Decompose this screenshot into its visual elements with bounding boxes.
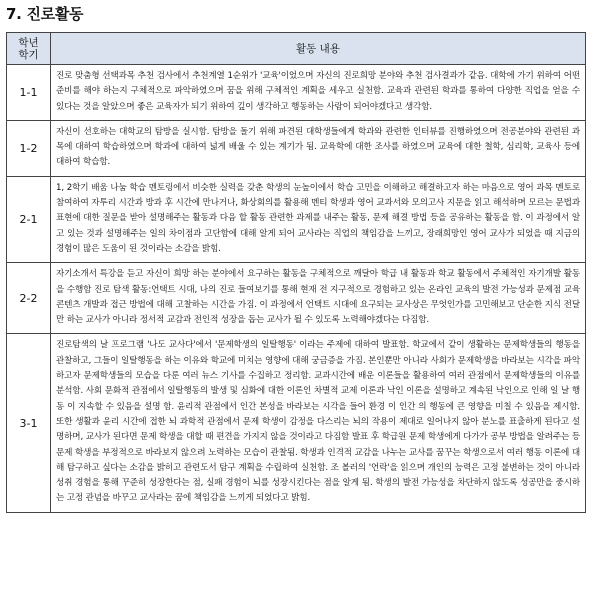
career-activity-table: [6, 32, 586, 513]
table-row: [7, 176, 586, 262]
table-row: [7, 263, 586, 334]
header-grade-line1: 학년: [18, 36, 39, 49]
activity-cell: 자기소개서 특강을 듣고 자신이 희망 하는 분야에서 요구하는 활동을 구체적으로 깨달아 학급 내 활동과 학교 활동에서 주체적인 자기개발 활동을 수행함 진로 탐색 활동:언택트 시대, 나의 진로 들여보기를 통해 현재 전 지구적으로 경험하고 있는 온라인 교육의 발전 가능성과 문제점 교육 콘텐츠 개발과 접근 방법에 대해 고찰하는 시간을 가짐. 이 과정에서 언택트 시대에 요구되는 교사상은 무엇인가를 고민해보고 단순한 지식 전달 만 하는 교사가 아니라 정서적 교감과 전인적 성장을 돕는 교사가 될 수 있도록 노력해야겠다는 다짐함.: [51, 263, 586, 334]
table-header-row: [7, 33, 586, 65]
activity-cell: 진로탐색의 날 프로그램 '나도 교사다'에서 '문제학생의 일탈행동' 이라는 주제에 대하여 발표함. 학교에서 같이 생활하는 문제학생들의 행동을 관찰하고, 그들이 일탈행동을 하는 이유와 학교에 미치는 영향에 대해 궁금증을 가짐. 본인뿐만 아니라 사회가 문제학생을 바라보는 시각을 파악하고자 문제학생들의 모습을 다룬 여러 뉴스 기사를 수집하고 정리함. 교과시간에 배운 이론들을 활용하여 여러 관점에서 문제학생들의 이유를 분석함. 사회 문화적 관점에서 일탈행동의 발생 및 심화에 대한 이론인 차별적 교제 이론과 낙인 이론을 설명하고 계속된 낙인으로 인해 일 날 행동 이 지속할 수 있음을 설명 함. 윤리적 관점에서 인간 본성을 바라보는 시각을 들어 환경 이 인간 의 행동에 큰 영향을 미칠 수 있음을 제시함. 또한 생활과 윤리 시간에 접한 뇌 과학적 관점에서 문제 학생이 감정을 다스리는 뇌의 작용이 제대로 일어나지 않아 분노를 표출하게 된다고 설명하며, 교사가 된다면 문제 학생을 대할 때 편견을 가지지 않을 것이라고 다짐함 발표 후 학급원 문제 학생에게 다가가 공부 방법을 알려주는 등 문제 학생을 부정적으로 바라보지 않으려 노력하는 모습이 관찰됨. 학생과 인격적 교감을 나누는 교사를 꿈꾸는 학생으로서 여러 행동 이론에 대해 탐구하고 싶다는 소감을 밝히고 관련도서 탐구 계획을 수립하여 실천함. 조 볼러의 '언락'을 읽으며 개인의 능력은 고정 불변하는 것이 아니라 성취 경험을 통해 꾸준히 성장한다는 점, 실패 경험이 뇌를 성장시킨다는 점을 알게 됨. 학생의 발전 가능성을 차단하지 않도록 성공만을 중시하는 고정 관념을 바꾸고 교사라는 꿈에 책임감을 느끼게 되었다고 밝힘.: [51, 334, 586, 512]
header-activity: 활동 내용: [51, 33, 586, 65]
table-row: [7, 334, 586, 512]
activity-cell: 1, 2학기 배움 나눔 학습 멘토링에서 비슷한 실력을 갖춘 학생의 눈높이에서 학습 고민을 이해하고 해결하고자 하는 마음으로 영어 과목 멘토로 참여하여 자투리 시간과 방과 후 시간에 만나거나, 화상회의를 활용해 멘티 학생과 영어 교과서와 모의고사 지문을 읽고 해석하며 모르는 문법과 표현에 대한 질문을 받아 설명해주는 활동과 다음 할 활동 관련한 과제를 내주는 활동, 문제 해결 방법 등을 공유하는 활동을 함. 이 과정에서 알고 있는 것과 설명해주는 일의 차이점과 고단함에 대해 알게 되어 교사라는 직업의 책임감을 느끼고, 장래희망인 영어 교사가 되었을 때 지금의 경험이 많은 도움이 된 것이라는 소감을 밝힘.: [51, 176, 586, 262]
table-row: [7, 65, 586, 121]
grade-cell: 1-2: [7, 120, 51, 176]
activity-cell: 진로 맞춤형 선택과목 추천 검사에서 추천계열 1순위가 '교육'이었으며 자신의 진로희망 분야와 추천 검사결과가 같음. 대학에 가기 위하여 어떤 준비를 해야 하는지 구체적으로 파악하였으며 꿈을 위해 구체적인 계획을 세우고 실천함. 교육과 관련된 학과를 통하여 다양한 직업을 얻을 수 있다는 것을 알았으며 좋은 교육자가 되기 위하여 깊이 생각하고 행동하는 사람이 되어야겠다고 생각함.: [51, 65, 586, 121]
grade-cell: 3-1: [7, 334, 51, 512]
grade-cell: 2-2: [7, 263, 51, 334]
header-grade-line2: 학기: [18, 48, 39, 61]
section-title: 7. 진로활동: [6, 5, 84, 23]
header-grade: [7, 33, 51, 65]
grade-cell: 2-1: [7, 176, 51, 262]
table-row: [7, 120, 586, 176]
grade-cell: 1-1: [7, 65, 51, 121]
activity-cell: 자신이 선호하는 대학교의 탐방을 실시함. 탐방을 돌기 위해 파견된 대학생들에게 학과와 관련한 인터뷰를 진행하였으며 전공분야와 관련된 과목에 대하여 학습하였으며 학과에 대하여 넓게 배울 수 있는 계기가 됨. 교육학에 대한 조사를 하였으며 교육에 대한 철학, 심리학, 교육사 등에 대하여 학습함.: [51, 120, 586, 176]
